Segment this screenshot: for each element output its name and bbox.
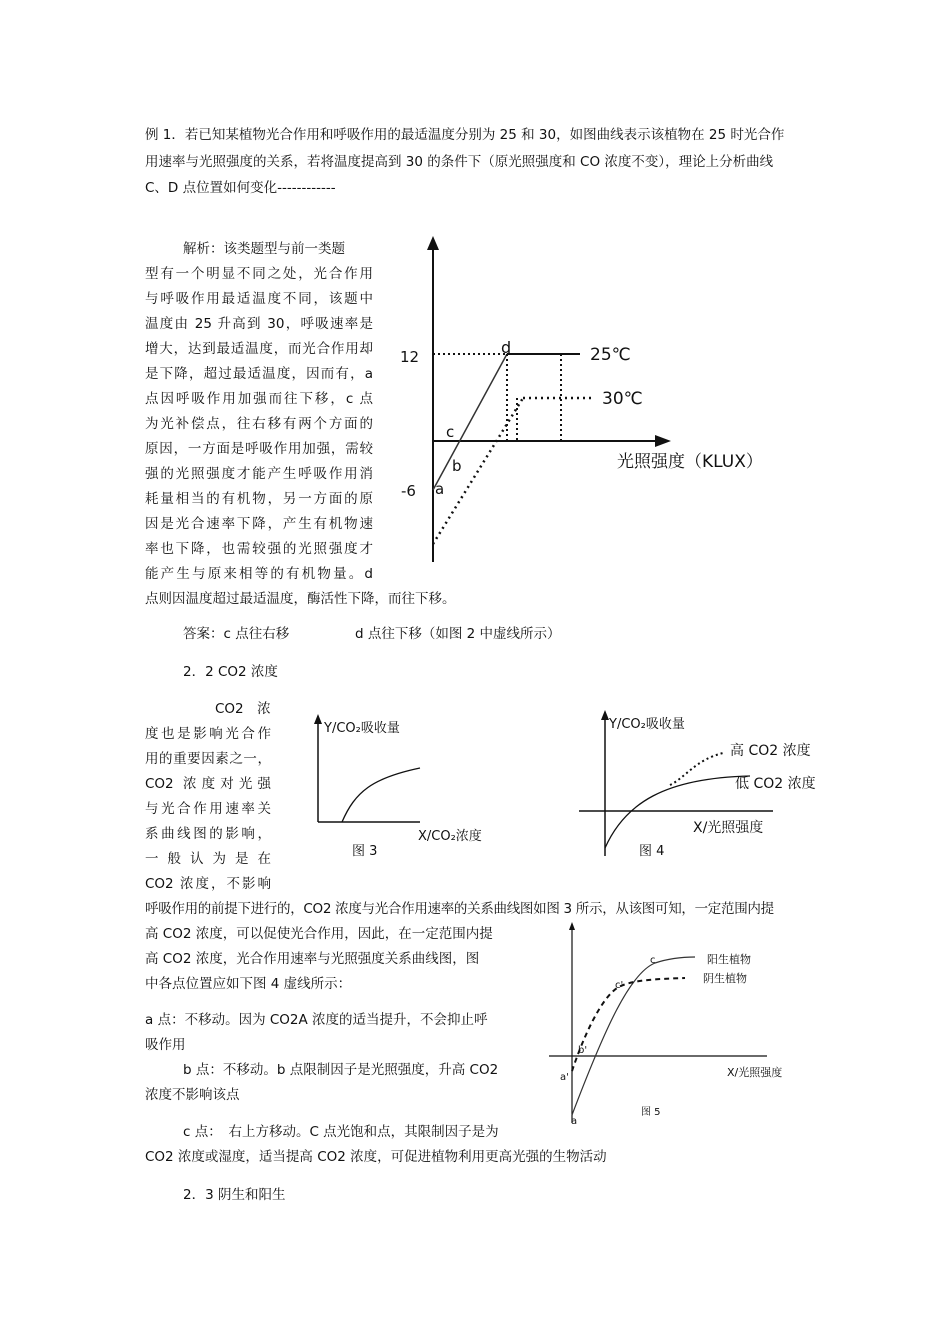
point-c-line-1: c 点： 右上方移动。C 点光饱和点，其限制因子是为 (183, 1124, 499, 1140)
point-c: c (650, 955, 656, 966)
section-2-3-heading: 2．3 阴生和阳生 (183, 1187, 286, 1203)
high-co2-curve (670, 753, 723, 785)
point-b-prime: b' (578, 1045, 588, 1056)
y-tick-12: 12 (400, 348, 420, 366)
point-b-line-2: 浓度不影响该点 (145, 1087, 240, 1103)
figure-2-temperature-chart (395, 232, 815, 572)
analysis-line: 点因呼吸作用加强而往下移，c 点 (145, 391, 373, 407)
y-axis-arrow (427, 236, 439, 250)
point-d: d (501, 338, 512, 357)
analysis-line: 为光补偿点，往右移有两个方面的 (145, 416, 373, 432)
analysis-line: 因是光合速率下降，产生有机物速 (145, 516, 373, 532)
label-25c: 25℃ (590, 345, 631, 365)
point-b: b (452, 457, 462, 475)
co2-cont-line: 高 CO2 浓度，可以促使光合作用，因此，在一定范围内提 (145, 926, 493, 942)
curve-25c-rise (433, 354, 507, 490)
x-axis-label: X/光照强度 (727, 1066, 783, 1079)
high-co2-label: 高 CO2 浓度 (730, 743, 811, 759)
point-a-line-2: 吸作用 (145, 1037, 186, 1053)
y-axis-label: Y/CO₂吸收量 (324, 721, 400, 736)
sun-plant-label: 阳生植物 (707, 953, 751, 966)
low-co2-label: 低 CO2 浓度 (735, 776, 816, 792)
point-b-line-1: b 点：不移动。b 点限制因子是光照强度，升高 CO2 (183, 1062, 499, 1078)
point-a-line-1: a 点：不移动。因为 CO2A 浓度的适当提升，不会抑止呼 (145, 1012, 488, 1028)
co2-line: CO2 浓 (215, 701, 271, 717)
y-tick-neg6: -6 (401, 482, 416, 500)
analysis-line: 能产生与原来相等的有机物量。d (145, 566, 373, 582)
caption: 图 3 (352, 844, 378, 859)
co2-line: CO2 浓度对光强 (145, 776, 271, 792)
co2-line: 系曲线图的影响， (145, 826, 271, 842)
analysis-line: 温度由 25 升高到 30，呼吸速率是 (145, 316, 373, 332)
figure-4-light-chart (575, 708, 825, 868)
co2-line: 用的重要因素之一， (145, 751, 271, 767)
analysis-line: 点则因温度超过最适温度，酶活性下降，而往下移。 (145, 591, 456, 607)
co2-full-line: 呼吸作用的前提下进行的，CO2 浓度与光合作用速率的关系曲线图如图 3 所示，从该图可知，一定范围内提 (145, 901, 774, 917)
co2-cont-line: 中各点位置应如下图 4 虚线所示： (145, 976, 352, 992)
point-a: a (435, 480, 445, 498)
analysis-line: 率也下降，也需较强的光照强度才 (145, 541, 373, 557)
co2-line: 一 般 认 为 是 在 (145, 851, 271, 867)
point-c: c (446, 423, 455, 441)
answer-c: 答案：c 点往右移 (183, 626, 290, 642)
shade-plant-label: 阴生植物 (703, 972, 747, 985)
analysis-line: 与呼吸作用最适温度不同，该题中 (145, 291, 373, 307)
caption: 图 4 (639, 844, 665, 859)
co2-line: CO2 浓度，不影响 (145, 876, 271, 892)
caption: 图 5 (641, 1107, 661, 1118)
x-axis-arrow (655, 435, 671, 447)
point-c-prime: c' (615, 980, 624, 991)
x-axis-label: X/光照强度 (693, 820, 764, 836)
y-axis-arrow (569, 922, 575, 930)
y-axis-arrow (314, 714, 322, 724)
analysis-line: 耗量相当的有机物，另一方面的原 (145, 491, 373, 507)
label-30c: 30℃ (602, 389, 643, 409)
sun-plant-curve (572, 957, 695, 1115)
analysis-line: 型有一个明显不同之处，光合作用 (145, 266, 373, 282)
example-line-1: 例 1．若已知某植物光合作用和呼吸作用的最适温度分别为 25 和 30，如图曲线表示该植物在 25 时光合作 (145, 127, 785, 143)
point-a: a (571, 1116, 578, 1127)
point-c-line-2: CO2 浓度或湿度，适当提高 CO2 浓度，可促进植物利用更高光强的生物活动 (145, 1149, 607, 1165)
section-2-2-heading: 2．2 CO2 浓度 (183, 664, 278, 680)
analysis-line: 原因，一方面是呼吸作用加强，需较 (145, 441, 373, 457)
example-line-2: 用速率与光照强度的关系，若将温度提高到 30 的条件下（原光照强度和 CO 浓度不变），理论上分析曲线 (145, 154, 774, 170)
co2-curve (342, 768, 420, 822)
co2-line: 度也是影响光合作 (145, 726, 271, 742)
y-axis-arrow (601, 710, 609, 720)
low-co2-curve (605, 776, 750, 848)
point-a-prime: a' (560, 1072, 569, 1083)
y-axis-label: Y/CO₂吸收量 (609, 717, 685, 732)
analysis-line: 解析：该类题型与前一类题 (183, 241, 345, 257)
shade-plant-curve (572, 978, 685, 1071)
x-axis-label: 光照强度（KLUX） (617, 452, 763, 472)
co2-cont-line: 高 CO2 浓度，光合作用速率与光照强度关系曲线图，图 (145, 951, 480, 967)
analysis-line: 增大，达到最适温度，而光合作用却 (145, 341, 373, 357)
answer-d: d 点往下移（如图 2 中虚线所示） (355, 626, 561, 642)
figure-3-co2-chart (300, 712, 520, 862)
figure-5-sun-shade-chart (545, 918, 795, 1128)
curve-30c-rise (433, 398, 523, 544)
x-axis-label: X/CO₂浓度 (418, 829, 482, 844)
example-line-3: C、D 点位置如何变化------------ (145, 180, 336, 196)
analysis-line: 是下降，超过最适温度，因而有，a (145, 366, 373, 382)
analysis-line: 强的光照强度才能产生呼吸作用消 (145, 466, 373, 482)
co2-line: 与光合作用速率关 (145, 801, 271, 817)
